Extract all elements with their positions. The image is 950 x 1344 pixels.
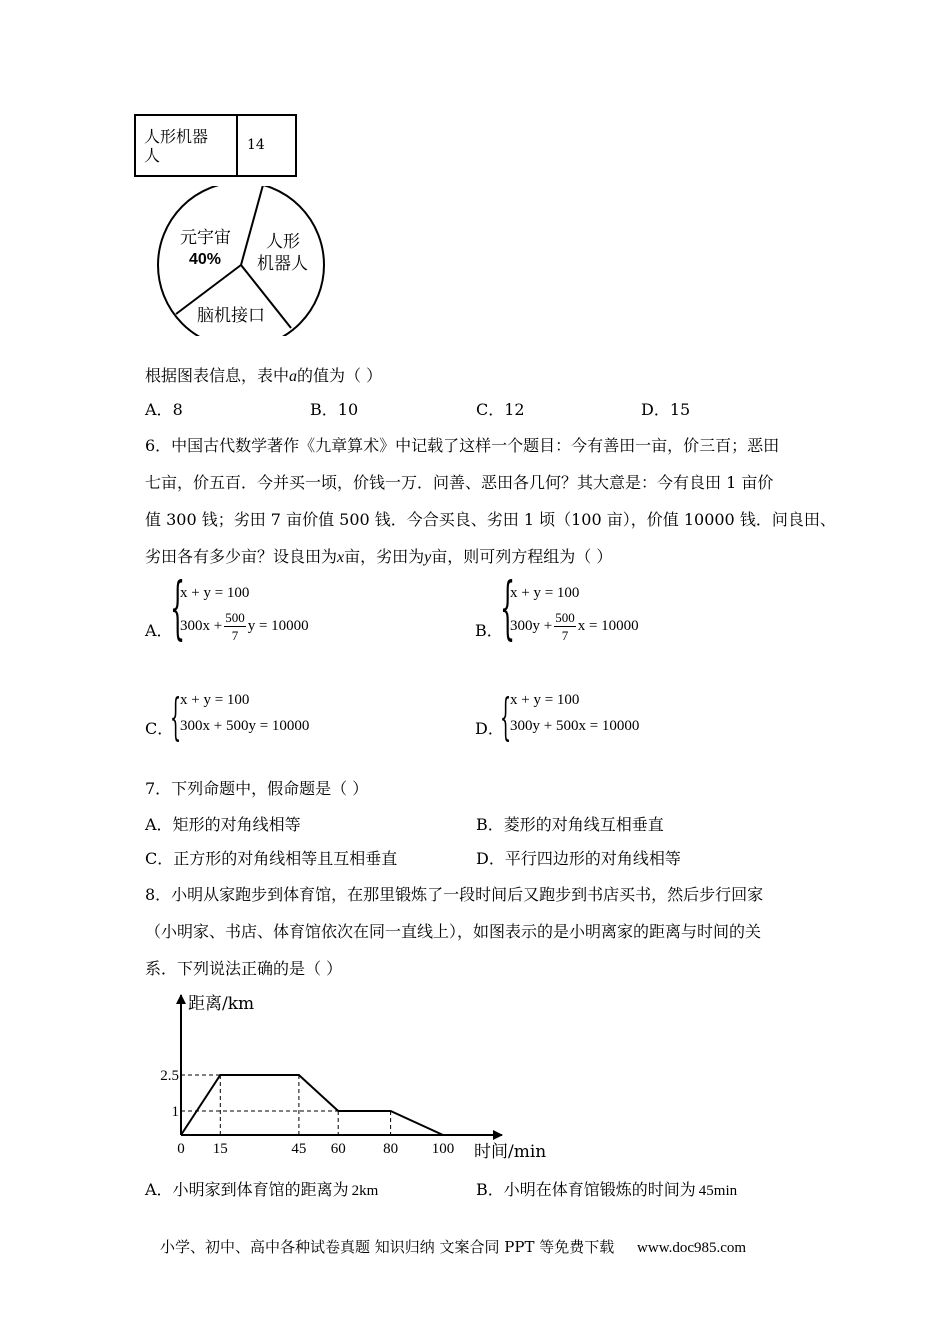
pie-label-yuanyuzhou: 元宇宙 bbox=[180, 228, 231, 248]
y-tick-label: 2.5 bbox=[160, 1068, 179, 1084]
q6-a-eq1: x + y = 100 bbox=[180, 585, 250, 601]
q6-d-eq2: 300y + 500x = 10000 bbox=[510, 718, 640, 734]
y-tick-label: 1 bbox=[171, 1104, 179, 1120]
q5-stem-post: 的值为（ ） bbox=[297, 366, 383, 385]
q6-var-y: y bbox=[424, 549, 432, 566]
x-tick-label: 100 bbox=[431, 1141, 455, 1157]
q6-a-eq2: 300x + $\frac{500}{7}$ y = 10000 bbox=[180, 610, 309, 643]
x-axis-label: 时间/min bbox=[474, 1142, 547, 1162]
pie-label-percent: 40% bbox=[189, 251, 222, 268]
q6-var-x: x bbox=[337, 549, 345, 566]
q6-option-c-letter[interactable]: C． bbox=[145, 719, 174, 738]
q6-option-a-system[interactable] bbox=[170, 569, 360, 655]
q5-stem-pre: 根据图表信息，表中 bbox=[145, 366, 290, 385]
brace-icon: { bbox=[170, 688, 182, 746]
x-tick-label: 45 bbox=[291, 1141, 307, 1157]
q6-b-eq2: 300y + $\frac{500}{7}$ x = 10000 bbox=[510, 610, 639, 643]
q6-line-1: 6．中国古代数学著作《九章算术》中记载了这样一个题目：今有善田一亩，价三百；恶田 bbox=[145, 436, 780, 455]
footer-url[interactable]: www.doc985.com bbox=[637, 1240, 747, 1256]
q5-var: a bbox=[289, 368, 298, 385]
q6-option-c-system[interactable] bbox=[170, 688, 360, 746]
q6-c-eq2: 300x + 500y = 10000 bbox=[180, 718, 310, 734]
q8-line-3: 系．下列说法正确的是（ ） bbox=[145, 959, 343, 978]
x-tick-label: 0 bbox=[177, 1141, 185, 1157]
x-tick-label: 15 bbox=[212, 1141, 228, 1157]
q5-option-d[interactable]: D．15 bbox=[641, 400, 691, 419]
q8-line-1: 8．小明从家跑步到体育馆，在那里锻炼了一段时间后又跑步到书店买书，然后步行回家 bbox=[145, 885, 764, 904]
pie-label-humanoid-1: 人形 bbox=[266, 232, 300, 252]
pie-label-humanoid-2: 机器人 bbox=[257, 254, 308, 274]
q8-option-a[interactable]: A．小明家到体育馆的距离为 2km bbox=[145, 1180, 379, 1199]
brace-icon: { bbox=[170, 569, 186, 648]
q6-b-eq1: x + y = 100 bbox=[510, 585, 580, 601]
pie-label-bci: 脑机接口 bbox=[197, 306, 265, 326]
q6-c-eq1: x + y = 100 bbox=[180, 692, 250, 708]
footer-text: 小学、初中、高中各种试卷真题 知识归纳 文案合同 PPT 等免费下载 bbox=[160, 1238, 615, 1256]
brace-icon: { bbox=[500, 688, 512, 746]
q5-stem bbox=[145, 366, 382, 387]
table-row bbox=[135, 115, 296, 176]
brace-icon: { bbox=[500, 569, 516, 648]
q8-line-2: （小明家、书店、体育馆依次在同一直线上），如图表示的是小明离家的距离与时间的关 bbox=[145, 922, 762, 941]
data-table bbox=[134, 114, 297, 177]
q5-option-b[interactable]: B．10 bbox=[310, 400, 359, 419]
q5-option-c[interactable]: C．12 bbox=[476, 400, 525, 419]
distance-time-chart bbox=[150, 990, 550, 1168]
q6-option-d-system[interactable] bbox=[500, 688, 690, 746]
x-tick-label: 80 bbox=[383, 1141, 399, 1157]
q7-option-c[interactable]: C．正方形的对角线相等且互相垂直 bbox=[145, 849, 398, 868]
q6-line-2: 七亩，价五百．今并买一顷，价钱一万．问善、恶田各几何？其大意是：今有良田 1 亩价 bbox=[145, 473, 774, 492]
q6-b-fraction: $\frac{500}{7}$ bbox=[555, 610, 575, 643]
q7-option-a[interactable]: A．矩形的对角线相等 bbox=[145, 815, 301, 834]
footer bbox=[160, 1238, 746, 1257]
x-tick-label: 60 bbox=[330, 1141, 346, 1157]
table-cell-value: 14 bbox=[237, 115, 296, 176]
q5-option-a[interactable]: A．8 bbox=[145, 400, 183, 419]
table-label-line2: 人 bbox=[144, 145, 161, 165]
y-axis-label: 距离/km bbox=[188, 994, 255, 1014]
q6-option-b-letter[interactable]: B． bbox=[475, 621, 503, 640]
q6-option-d-letter[interactable]: D． bbox=[475, 719, 504, 738]
q6-a-fraction: $\frac{500}{7}$ bbox=[225, 610, 245, 643]
table-label-line1: 人形机器 bbox=[144, 126, 209, 146]
q6-option-a-letter[interactable]: A． bbox=[145, 621, 173, 640]
q7-option-d[interactable]: D．平行四边形的对角线相等 bbox=[476, 849, 681, 868]
q6-line-3: 值 300 钱；劣田 7 亩价值 500 钱．今合买良、劣田 1 顷（100 亩），价值 10000 钱．问良田、 bbox=[145, 510, 836, 529]
q6-d-eq1: x + y = 100 bbox=[510, 692, 580, 708]
table-cell-label bbox=[135, 115, 237, 176]
q7-option-b[interactable]: B．菱形的对角线互相垂直 bbox=[476, 815, 664, 834]
q6-line-4: 劣田各有多少亩？设良田为x亩，劣田为y亩，则可列方程组为（ ） bbox=[145, 547, 613, 566]
q8-option-b[interactable]: B．小明在体育馆锻炼的时间为 45min bbox=[476, 1180, 738, 1199]
q6-option-b-system[interactable] bbox=[500, 569, 690, 655]
q7-stem: 7．下列命题中，假命题是（ ） bbox=[145, 779, 369, 798]
